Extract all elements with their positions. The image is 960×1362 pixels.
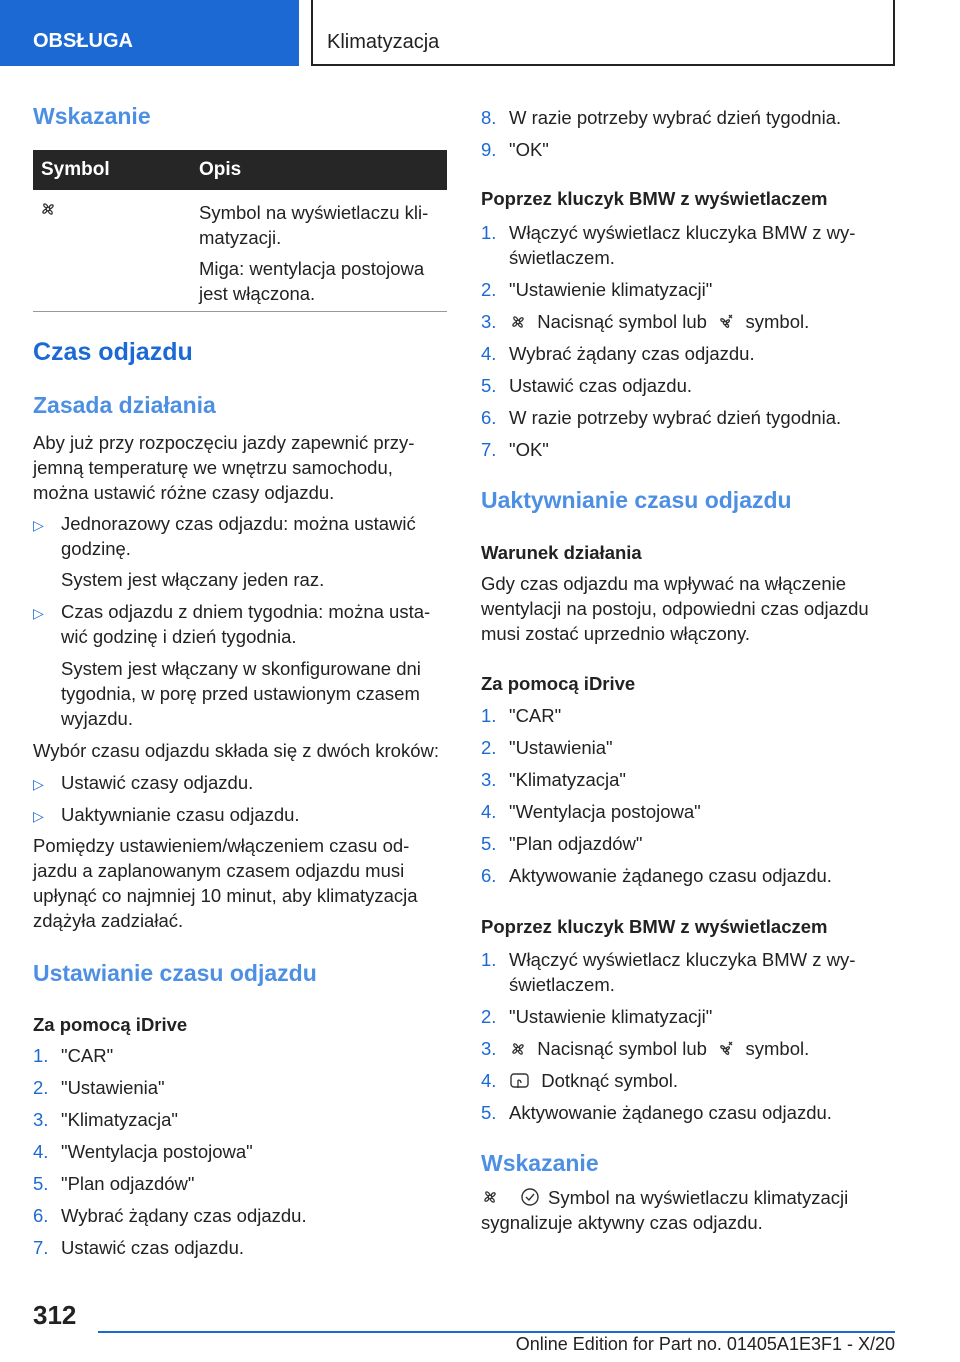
list-item	[481, 309, 810, 334]
step-text: "OK"	[509, 139, 549, 160]
section-tab: OBSŁUGA	[0, 0, 299, 66]
list-item	[481, 220, 856, 268]
step-text: "Wentylacja postojowa"	[61, 1141, 253, 1162]
step-number: 5.	[33, 1173, 49, 1194]
step-text: Nacisnąć symbol lub symbol.	[509, 1036, 809, 1061]
key-heading: Poprzez kluczyk BMW z wyświetlaczem	[481, 188, 828, 209]
footer-rule	[98, 1331, 895, 1333]
list-item	[481, 767, 626, 792]
step-text: Wybrać żądany czas odjazdu.	[61, 1205, 307, 1226]
step-text: Ustawić czas odjazdu.	[61, 1237, 245, 1258]
triangle-bullet-icon: ▷	[33, 517, 44, 533]
table-desc-2: Miga: wentylacja postojowa jest włączona.	[199, 258, 425, 304]
step-number: 8.	[481, 107, 497, 128]
step-number: 7.	[481, 439, 497, 460]
triangle-bullet-icon: ▷	[33, 776, 44, 792]
step-number: 3.	[481, 1038, 497, 1059]
step-text: "CAR"	[509, 705, 562, 726]
chapter-title: Klimatyzacja	[311, 0, 895, 66]
list-item	[481, 831, 643, 856]
col-symbol: Symbol	[41, 159, 110, 180]
step-text: Ustawić czas odjazdu.	[509, 375, 693, 396]
list-item	[481, 1100, 832, 1125]
idrive-heading: Za pomocą iDrive	[33, 1014, 188, 1035]
bullet-2-sub: System jest włączany w skonfigurowane dni tygodnia, w porę przed ustawionym czasem wyjazdu.	[61, 658, 421, 729]
heading-zasada: Zasada działania	[33, 392, 216, 418]
step-number: 1.	[33, 1045, 49, 1066]
step-number: 9.	[481, 139, 497, 160]
fan-icon	[509, 1040, 527, 1058]
list-item	[33, 1203, 307, 1228]
step-number: 6.	[481, 407, 497, 428]
step-number: 1.	[481, 705, 497, 726]
triangle-bullet-icon: ▷	[33, 605, 44, 621]
step-number: 2.	[481, 1006, 497, 1027]
list-item	[481, 703, 562, 728]
fan-timer-icon	[717, 313, 735, 331]
table-header	[33, 150, 447, 190]
step-number: 1.	[481, 949, 497, 970]
step-text: Wybrać żądany czas odjazdu.	[509, 343, 755, 364]
condition-heading: Warunek działania	[481, 542, 642, 563]
list-item	[481, 277, 713, 302]
idrive-heading-2: Za pomocą iDrive	[481, 673, 636, 694]
list-item	[481, 1004, 713, 1029]
list-item	[481, 373, 693, 398]
timing-paragraph: Pomiędzy ustawieniem/włączeniem czasu od- jazdu a zaplanowanym czasem odjazdu musi upłynąć co najmniej 10 minut, aby klimatyzacja zdążyła zadziałać.	[33, 835, 418, 931]
step-text: Włączyć wyświetlacz kluczyka BMW z wy- świetlaczem.	[509, 949, 856, 995]
note-heading: Wskazanie	[33, 103, 151, 129]
step-number: 7.	[33, 1237, 49, 1258]
list-item	[33, 1139, 253, 1164]
fan-timer-icon	[717, 1040, 735, 1058]
step-text: "Klimatyzacja"	[61, 1109, 178, 1130]
step-number: 5.	[481, 375, 497, 396]
list-item	[33, 1107, 178, 1132]
step-number: 5.	[481, 833, 497, 854]
steps-intro: Wybór czasu odjazdu składa się z dwóch kroków:	[33, 740, 439, 761]
list-item	[481, 1068, 679, 1093]
list-item	[33, 1171, 195, 1196]
step-text: Włączyć wyświetlacz kluczyka BMW z wy- świetlaczem.	[509, 222, 856, 268]
step-text: "Ustawienia"	[509, 737, 613, 758]
step-number: 2.	[481, 737, 497, 758]
table-divider	[33, 311, 447, 312]
step-text: "Ustawienie klimatyzacji"	[509, 1006, 713, 1027]
heading-czas-odjazdu: Czas odjazdu	[33, 338, 193, 366]
list-item	[481, 437, 549, 462]
page-number: 312	[33, 1300, 77, 1330]
step-text: Nacisnąć symbol lub symbol.	[509, 309, 809, 334]
list-item	[481, 1036, 810, 1061]
step-text: Dotknąć symbol.	[509, 1068, 678, 1093]
table-desc-1: Symbol na wyświetlaczu kli- matyzacji.	[199, 202, 429, 248]
key-heading-2: Poprzez kluczyk BMW z wyświetlaczem	[481, 916, 828, 937]
list-item	[481, 341, 755, 366]
step-number: 2.	[481, 279, 497, 300]
step-text: Aktywowanie żądanego czasu odjazdu.	[509, 1102, 832, 1123]
step-number: 6.	[33, 1205, 49, 1226]
step-number: 4.	[481, 801, 497, 822]
list-item	[481, 105, 842, 130]
step-number: 2.	[33, 1077, 49, 1098]
list-item	[481, 137, 549, 162]
step-number: 1.	[481, 222, 497, 243]
list-item	[481, 799, 701, 824]
step-text: Aktywowanie żądanego czasu odjazdu.	[509, 865, 832, 886]
intro-paragraph: Aby już przy rozpoczęciu jazdy zapewnić przy- jemną temperaturę we wnętrzu samochodu, można ustawić różne czasy odjazdu.	[33, 432, 415, 503]
heading-uaktywnianie: Uaktywnianie czasu odjazdu	[481, 487, 792, 513]
list-item	[481, 405, 842, 430]
step-number: 3.	[33, 1109, 49, 1130]
step-text: W razie potrzeby wybrać dzień tygodnia.	[509, 107, 842, 128]
step-number: 6.	[481, 865, 497, 886]
list-item	[481, 863, 832, 888]
condition-paragraph: Gdy czas odjazdu ma wpływać na włączenie wentylacji na postoju, odpowiedni czas odjazdu musi zostać uprzednio włączony.	[481, 573, 869, 644]
step-text: "Ustawienia"	[61, 1077, 165, 1098]
step-text: "CAR"	[61, 1045, 114, 1066]
step-text: "Wentylacja postojowa"	[509, 801, 701, 822]
step-text: "Plan odjazdów"	[509, 833, 643, 854]
list-item	[481, 735, 613, 760]
step-number: 4.	[481, 343, 497, 364]
step-text: "Ustawienie klimatyzacji"	[509, 279, 713, 300]
step-number: 5.	[481, 1102, 497, 1123]
bullet-1-sub: System jest włączany jeden raz.	[61, 569, 325, 590]
step-text: "Klimatyzacja"	[509, 769, 626, 790]
triangle-bullet-icon: ▷	[33, 808, 44, 824]
list-item	[33, 1043, 114, 1068]
step-text: "OK"	[509, 439, 549, 460]
heading-ustawianie: Ustawianie czasu odjazdu	[33, 960, 317, 986]
footer-edition: Online Edition for Part no. 01405A1E3F1 - X/20	[515, 1334, 895, 1354]
step-number: 3.	[481, 769, 497, 790]
list-item	[33, 1235, 245, 1260]
step-number: 4.	[481, 1070, 497, 1091]
step-number: 4.	[33, 1141, 49, 1162]
touch-display-icon	[509, 1071, 531, 1091]
step-number: 3.	[481, 311, 497, 332]
fan-icon	[39, 200, 57, 218]
fan-icon	[509, 313, 527, 331]
note-paragraph: Symbol na wyświetlaczu klimatyzacji sygnalizuje aktywny czas odjazdu.	[481, 1187, 849, 1233]
list-item	[33, 1075, 165, 1100]
step-text: W razie potrzeby wybrać dzień tygodnia.	[509, 407, 842, 428]
step-text: "Plan odjazdów"	[61, 1173, 195, 1194]
list-item	[481, 947, 856, 995]
note-heading-2: Wskazanie	[481, 1150, 599, 1176]
col-desc: Opis	[199, 159, 242, 180]
